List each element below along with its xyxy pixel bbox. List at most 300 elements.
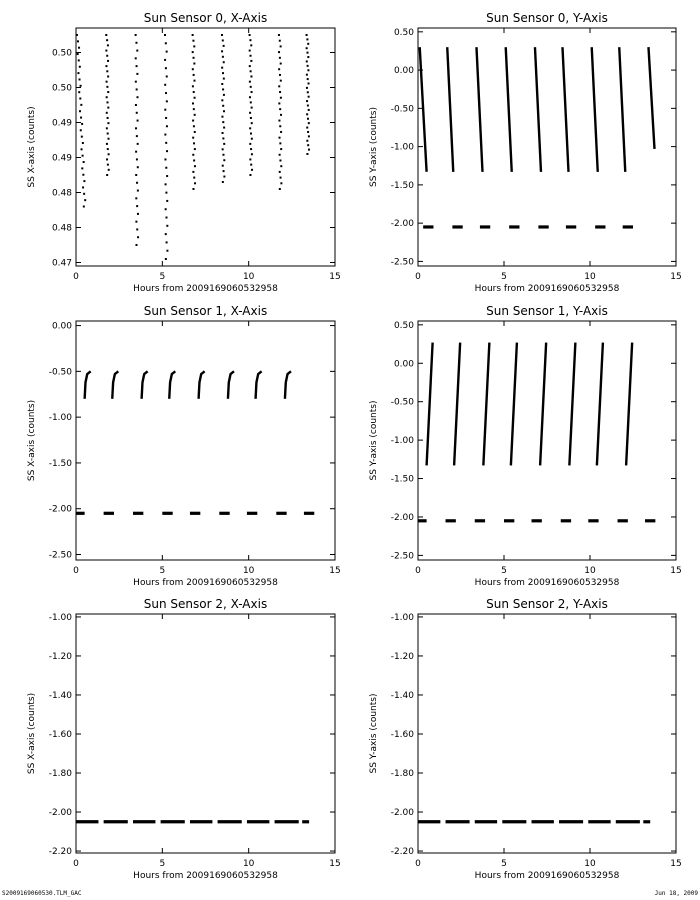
data-point (165, 217, 167, 219)
x-tick-label: 5 (159, 566, 166, 576)
data-segment-1 (447, 47, 453, 172)
data-point (80, 117, 82, 119)
data-point (308, 109, 310, 111)
data-point (307, 144, 309, 146)
data-point (81, 167, 83, 169)
data-point (166, 100, 168, 102)
data-point (222, 72, 224, 74)
data-point (192, 171, 194, 173)
data-point (135, 174, 137, 176)
data-point (80, 85, 82, 87)
data-point (280, 131, 282, 133)
data-point (164, 109, 166, 111)
data-point (308, 122, 310, 124)
data-point (280, 182, 282, 184)
data-point (193, 125, 195, 127)
data-point (105, 65, 107, 67)
data-point (307, 52, 309, 54)
data-point (279, 91, 281, 93)
y-tick-label: -0.50 (390, 104, 414, 115)
data-point (164, 59, 166, 61)
data-point (221, 116, 223, 118)
data-point (279, 137, 281, 139)
data-segment-0 (420, 47, 427, 172)
chart-title: Sun Sensor 2, X-Axis (143, 597, 268, 611)
data-curve-5 (228, 371, 234, 398)
x-axis-label: Hours from 2009169060532958 (133, 871, 278, 881)
data-segment-2 (476, 47, 482, 172)
data-point (106, 101, 108, 103)
plot-frame (76, 614, 335, 853)
y-tick-label: -1.40 (390, 690, 414, 701)
data-point (81, 123, 83, 125)
data-point (76, 34, 78, 36)
data-segment-4 (535, 47, 541, 172)
data-point (249, 143, 251, 145)
data-point (83, 206, 85, 208)
y-tick-label: -2.00 (390, 808, 414, 819)
x-tick-label: 0 (73, 859, 79, 869)
data-point (278, 51, 280, 53)
x-tick-label: 10 (242, 272, 255, 282)
data-point (166, 75, 168, 77)
x-tick-label: 10 (584, 859, 596, 869)
data-point (135, 244, 137, 246)
data-point (107, 122, 109, 124)
x-tick-label: 10 (584, 272, 596, 282)
y-tick-label: 0.50 (51, 48, 72, 59)
x-tick-label: 5 (159, 859, 166, 869)
data-point (106, 112, 108, 114)
data-point (79, 98, 81, 100)
x-tick-label: 10 (242, 566, 255, 576)
x-tick-label: 0 (73, 272, 79, 282)
data-point (307, 69, 309, 71)
data-point (135, 81, 137, 83)
y-tick-label: 0.50 (393, 320, 414, 331)
y-tick-label: -1.50 (390, 180, 414, 191)
y-tick-label: -1.00 (48, 413, 72, 424)
x-tick-label: 15 (670, 859, 682, 869)
y-tick-label: -1.00 (48, 612, 72, 623)
x-axis-label: Hours from 2009169060532958 (474, 871, 620, 881)
data-point (166, 125, 168, 127)
data-point (106, 70, 108, 72)
data-point (223, 94, 225, 96)
y-tick-label: -0.50 (390, 397, 414, 408)
y-tick-label: 0.49 (51, 118, 72, 129)
data-point (82, 142, 84, 144)
data-point (135, 34, 137, 36)
data-point (192, 34, 194, 36)
x-axis-label: Hours from 2009169060532958 (474, 284, 620, 294)
data-point (223, 170, 225, 172)
chart-panel-4 (27, 597, 341, 881)
data-segment-6 (597, 343, 603, 466)
data-point (222, 132, 224, 134)
data-point (307, 65, 309, 67)
data-point (279, 125, 281, 127)
data-point (251, 138, 253, 140)
data-point (193, 57, 195, 59)
data-point (135, 151, 137, 153)
y-axis-label: SS Y-axis (counts) (369, 107, 379, 187)
data-point (135, 221, 137, 223)
data-point (251, 107, 253, 109)
plot-frame (76, 321, 335, 560)
data-point (221, 99, 223, 101)
data-point (250, 164, 252, 166)
data-point (250, 101, 252, 103)
data-point (193, 159, 195, 161)
data-point (108, 153, 110, 155)
data-point (192, 102, 194, 104)
data-point (192, 120, 194, 122)
y-tick-label: -2.00 (390, 512, 414, 523)
data-point (135, 127, 137, 129)
data-point (136, 205, 138, 207)
data-point (249, 158, 251, 160)
y-tick-label: -2.50 (390, 551, 414, 562)
y-tick-label: 0.47 (51, 258, 72, 269)
data-point (165, 67, 167, 69)
data-point (136, 228, 138, 230)
data-point (164, 158, 166, 160)
y-tick-label: -2.00 (48, 504, 72, 515)
plot-frame (418, 321, 676, 560)
x-tick-label: 10 (242, 859, 255, 869)
data-point (108, 138, 110, 140)
data-curve-3 (169, 371, 175, 398)
data-point (165, 42, 167, 44)
x-tick-label: 15 (670, 566, 682, 576)
data-point (192, 68, 194, 70)
y-axis-label: SS Y-axis (counts) (369, 400, 379, 481)
data-point (249, 65, 251, 67)
data-point (306, 100, 308, 102)
data-point (279, 40, 281, 42)
data-point (221, 34, 223, 36)
x-tick-label: 10 (584, 566, 596, 576)
data-segment-1 (454, 343, 460, 466)
data-point (83, 180, 85, 182)
data-point (279, 57, 281, 59)
data-point (251, 91, 253, 93)
y-tick-label: -1.50 (390, 474, 414, 485)
data-point (107, 44, 109, 46)
chart-title: Sun Sensor 1, Y-Axis (486, 304, 608, 318)
data-curve-2 (142, 371, 148, 398)
data-point (137, 143, 139, 145)
data-point (250, 44, 252, 46)
data-point (279, 108, 281, 110)
y-tick-label: -1.50 (48, 458, 72, 469)
y-tick-label: 0.00 (393, 359, 414, 370)
data-point (193, 63, 195, 65)
data-point (106, 81, 108, 83)
data-point (308, 135, 310, 137)
data-point (223, 110, 225, 112)
y-tick-label: -0.50 (48, 367, 72, 378)
x-tick-label: 15 (329, 272, 341, 282)
data-point (223, 61, 225, 63)
data-point (80, 129, 82, 131)
data-point (250, 117, 252, 119)
data-point (280, 80, 282, 82)
data-point (306, 87, 308, 89)
data-point (166, 51, 168, 53)
x-tick-label: 5 (501, 566, 507, 576)
data-point (307, 56, 309, 58)
data-point (280, 63, 282, 65)
data-point (280, 97, 282, 99)
data-point (251, 153, 253, 155)
data-point (222, 154, 224, 156)
y-tick-label: -1.20 (48, 651, 72, 662)
data-point (165, 208, 167, 210)
data-point (223, 45, 225, 47)
data-point (136, 112, 138, 114)
data-point (136, 182, 138, 184)
data-point (278, 102, 280, 104)
data-point (250, 75, 252, 77)
data-point (136, 65, 138, 67)
data-point (79, 110, 81, 112)
data-segment-2 (483, 343, 489, 466)
data-point (107, 107, 109, 109)
data-point (107, 60, 109, 62)
x-tick-label: 5 (501, 272, 507, 282)
data-point (166, 175, 168, 177)
data-curve-7 (285, 371, 291, 398)
data-point (136, 88, 138, 90)
footer-filename: S2009169060530.TLM_GAC (2, 890, 82, 897)
data-point (278, 68, 280, 70)
data-point (250, 55, 252, 57)
data-point (249, 127, 251, 129)
data-point (249, 81, 251, 83)
data-point (193, 142, 195, 144)
data-point (108, 169, 110, 171)
data-point (222, 165, 224, 167)
y-tick-label: -1.60 (48, 729, 72, 740)
y-tick-label: -2.50 (48, 550, 72, 561)
data-point (280, 114, 282, 116)
data-point (251, 169, 253, 171)
data-point (83, 193, 85, 195)
data-point (194, 97, 196, 99)
data-point (308, 82, 310, 84)
data-point (81, 136, 83, 138)
data-point (222, 181, 224, 183)
y-tick-label: -2.50 (390, 257, 414, 268)
x-axis-label: Hours from 2009169060532958 (133, 284, 278, 294)
data-point (307, 118, 309, 120)
data-point (136, 73, 138, 75)
y-axis-label: SS X-axis (counts) (27, 399, 37, 482)
data-point (193, 45, 195, 47)
y-tick-label: -1.80 (390, 769, 414, 780)
data-segment-3 (511, 343, 517, 466)
data-point (223, 143, 225, 145)
data-point (194, 182, 196, 184)
data-segment-8 (648, 47, 654, 149)
data-point (107, 117, 109, 119)
data-segment-0 (427, 343, 433, 466)
data-point (80, 104, 82, 106)
data-point (78, 91, 80, 93)
data-point (307, 105, 309, 107)
data-point (222, 105, 224, 107)
data-point (280, 177, 282, 179)
data-point (137, 213, 139, 215)
chart-title: Sun Sensor 2, Y-Axis (486, 597, 608, 611)
data-point (135, 57, 137, 59)
data-point (221, 67, 223, 69)
chart-panel-2 (27, 304, 341, 588)
data-point (306, 38, 308, 40)
data-point (306, 74, 308, 76)
plot-frame (418, 28, 676, 266)
data-point (221, 83, 223, 85)
data-point (192, 51, 194, 53)
data-point (280, 165, 282, 167)
data-point (308, 149, 310, 151)
data-point (79, 78, 81, 80)
data-point (165, 258, 167, 260)
data-point (84, 199, 86, 201)
data-point (306, 127, 308, 129)
data-point (82, 174, 84, 176)
footer-date: Jun 18, 2009 (654, 890, 698, 897)
data-point (306, 47, 308, 49)
data-point (308, 96, 310, 98)
data-segment-5 (562, 47, 568, 172)
chart-panel-0 (27, 11, 341, 294)
data-point (106, 39, 108, 41)
data-point (165, 192, 167, 194)
data-point (307, 78, 309, 80)
data-point (222, 39, 224, 41)
data-point (250, 60, 252, 62)
data-point (306, 153, 308, 155)
data-point (223, 127, 225, 129)
data-point (82, 155, 84, 157)
data-point (222, 88, 224, 90)
data-point (192, 188, 194, 190)
data-point (165, 233, 167, 235)
data-point (106, 174, 108, 176)
data-point (222, 56, 224, 58)
data-point (164, 34, 166, 36)
data-point (166, 250, 168, 252)
data-point (136, 96, 138, 98)
data-point (280, 45, 282, 47)
x-axis-label: Hours from 2009169060532958 (474, 578, 620, 588)
y-tick-label: -2.00 (48, 808, 72, 819)
data-point (222, 121, 224, 123)
data-point (251, 122, 253, 124)
chart-panel-3 (369, 304, 682, 588)
data-point (135, 42, 137, 44)
data-point (78, 47, 80, 49)
y-tick-label: -2.00 (390, 219, 414, 230)
data-point (77, 40, 79, 42)
data-point (83, 161, 85, 163)
data-point (307, 43, 309, 45)
data-curve-4 (199, 371, 205, 398)
data-point (166, 200, 168, 202)
data-curve-6 (256, 371, 262, 398)
data-point (192, 40, 194, 42)
data-point (77, 53, 79, 55)
data-point (193, 91, 195, 93)
data-point (278, 34, 280, 36)
data-point (82, 186, 84, 188)
data-segment-3 (506, 47, 512, 172)
data-point (165, 142, 167, 144)
plot-frame (76, 28, 335, 266)
data-point (307, 131, 309, 133)
data-point (106, 55, 108, 57)
data-point (136, 50, 138, 52)
data-point (223, 78, 225, 80)
data-point (249, 112, 251, 114)
data-point (106, 158, 108, 160)
y-tick-label: -2.20 (390, 847, 414, 858)
data-point (279, 74, 281, 76)
data-point (136, 158, 138, 160)
y-tick-label: 0.00 (393, 66, 414, 77)
data-point (306, 34, 308, 36)
x-tick-label: 5 (159, 272, 166, 282)
y-axis-label: SS X-axis (counts) (27, 692, 37, 775)
data-point (81, 148, 83, 150)
data-point (79, 66, 81, 68)
data-point (107, 75, 109, 77)
data-point (249, 50, 251, 52)
data-point (194, 131, 196, 133)
x-tick-label: 0 (415, 859, 421, 869)
chart-title: Sun Sensor 0, X-Axis (143, 11, 268, 25)
data-segment-6 (592, 47, 598, 172)
data-point (278, 120, 280, 122)
data-point (165, 117, 167, 119)
y-tick-label: 0.48 (51, 223, 72, 234)
data-curve-1 (112, 371, 118, 398)
data-point (137, 120, 139, 122)
data-point (136, 135, 138, 137)
data-point (107, 133, 109, 135)
data-point (250, 86, 252, 88)
x-tick-label: 15 (329, 859, 341, 869)
data-point (106, 143, 108, 145)
data-point (278, 85, 280, 87)
data-point (222, 148, 224, 150)
data-point (193, 80, 195, 82)
data-point (223, 159, 225, 161)
y-tick-label: 0.49 (51, 153, 72, 164)
data-point (222, 137, 224, 139)
data-point (166, 150, 168, 152)
x-tick-label: 5 (501, 859, 507, 869)
data-point (165, 167, 167, 169)
data-point (279, 159, 281, 161)
data-point (135, 197, 137, 199)
y-tick-label: -1.40 (48, 690, 72, 701)
data-point (192, 137, 194, 139)
data-point (107, 91, 109, 93)
